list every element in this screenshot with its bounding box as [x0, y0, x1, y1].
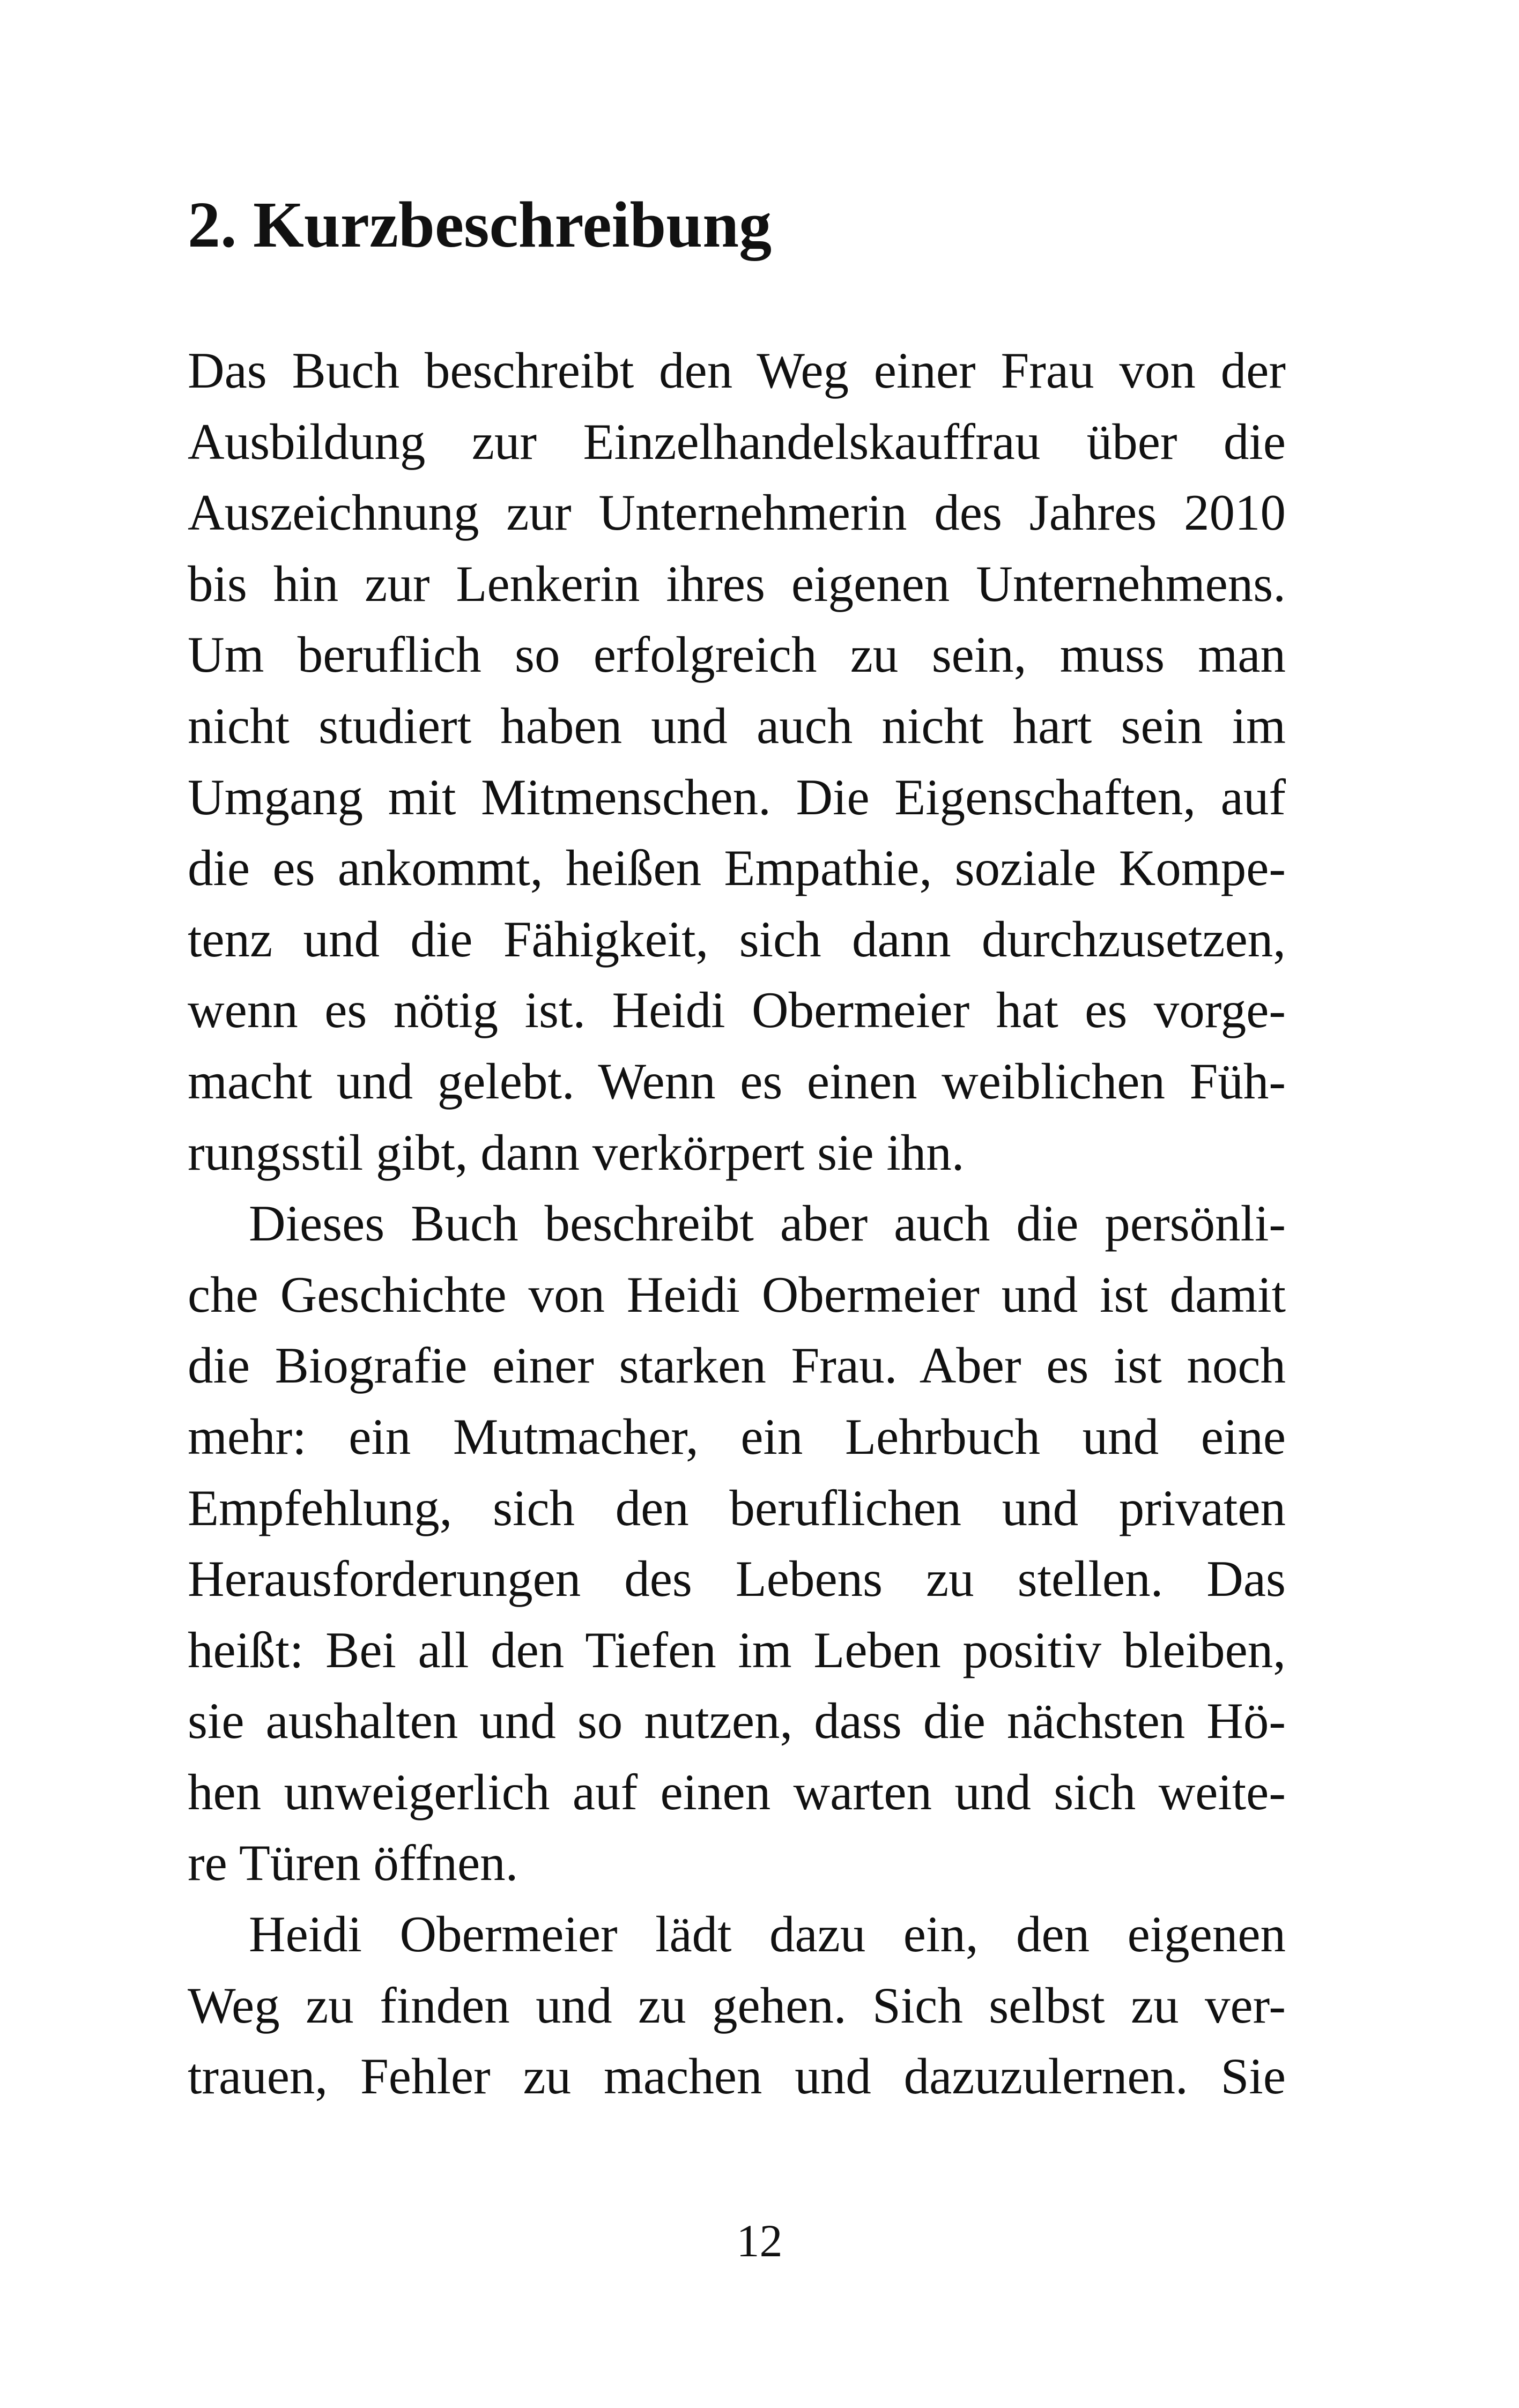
chapter-heading: 2. Kurzbeschreibung [188, 189, 772, 261]
text-line: wenn es nötig ist. Heidi Obermeier hat es vorge- [188, 982, 1286, 1039]
page-number: 12 [736, 2215, 783, 2266]
text-line: sie aushalten und so nutzen, dass die nächsten Hö- [188, 1692, 1286, 1750]
body-text [188, 335, 1286, 2112]
text-line: Auszeichnung zur Unternehmerin des Jahres 2010 [188, 484, 1286, 541]
text-line: Das Buch beschreibt den Weg einer Frau von der [188, 342, 1286, 399]
text-line: die Biografie einer starken Frau. Aber es ist noch [188, 1337, 1286, 1394]
text-line: hen unweigerlich auf einen warten und sich weite- [188, 1763, 1286, 1820]
text-line: Heidi Obermeier lädt dazu ein, den eigenen [249, 1906, 1286, 1963]
text-line: mehr: ein Mutmacher, ein Lehrbuch und eine [188, 1408, 1286, 1465]
text-line: rungsstil gibt, dann verkörpert sie ihn. [188, 1124, 965, 1181]
text-line: bis hin zur Lenkerin ihres eigenen Unternehmens. [188, 555, 1286, 612]
text-line: che Geschichte von Heidi Obermeier und ist damit [188, 1266, 1286, 1323]
text-line: trauen, Fehler zu machen und dazuzulernen. Sie [188, 2048, 1286, 2105]
text-line: tenz und die Fähigkeit, sich dann durchzusetzen, [188, 910, 1286, 968]
text-line: Umgang mit Mitmenschen. Die Eigenschaften, auf [188, 768, 1286, 826]
text-line: die es ankommt, heißen Empathie, soziale Kompe- [188, 839, 1286, 897]
text-line: re Türen öffnen. [188, 1834, 518, 1892]
text-line: nicht studiert haben und auch nicht hart sein im [188, 697, 1286, 754]
text-line: Weg zu finden und zu gehen. Sich selbst zu ver- [188, 1976, 1286, 2034]
text-line: Ausbildung zur Einzelhandelskauffrau über die [188, 413, 1286, 470]
text-line: heißt: Bei all den Tiefen im Leben positiv bleiben, [188, 1621, 1286, 1678]
text-line: Herausforderungen des Lebens zu stellen. Das [188, 1550, 1286, 1608]
text-line: Empfehlung, sich den beruflichen und privaten [188, 1479, 1286, 1536]
text-line: macht und gelebt. Wenn es einen weiblichen Füh- [188, 1052, 1286, 1110]
text-line: Um beruflich so erfolgreich zu sein, muss man [188, 626, 1286, 683]
text-line: Dieses Buch beschreibt aber auch die persönli- [249, 1195, 1286, 1252]
